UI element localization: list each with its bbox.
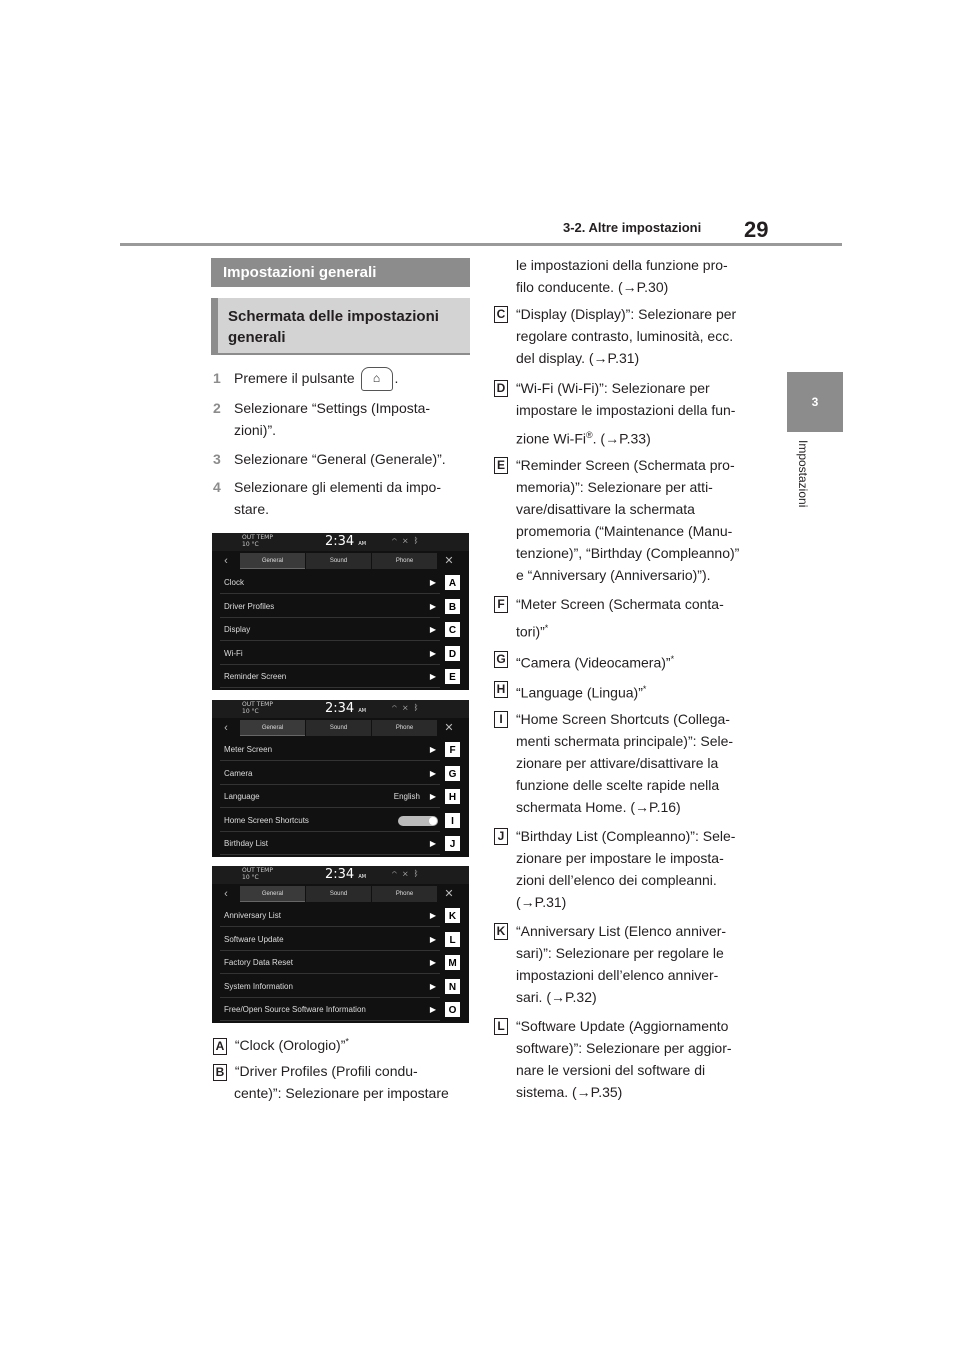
play-arrow-icon: ▶ xyxy=(429,768,436,778)
callout-k: K xyxy=(494,923,508,940)
callout-label: C xyxy=(445,622,460,637)
menu-row[interactable] xyxy=(220,833,440,855)
tab-sound[interactable]: Sound xyxy=(306,886,371,902)
step-number: 4 xyxy=(213,479,221,495)
menu-row[interactable] xyxy=(220,905,440,927)
play-arrow-icon: ▶ xyxy=(429,578,436,587)
item-d-line1: “Wi-Fi (Wi-Fi)”: Selezionare per xyxy=(516,380,710,396)
item-b-line2: cente)”: Selezionare per impostare xyxy=(234,1085,449,1101)
mute-icon: ✕ xyxy=(402,536,414,545)
menu-row-label: Factory Data Reset xyxy=(224,958,293,967)
toggle-switch[interactable] xyxy=(398,816,438,826)
header-divider xyxy=(120,243,842,246)
menu-row-label: Software Update xyxy=(224,934,284,944)
item-j-line1: “Birthday List (Compleanno)”: Sele- xyxy=(516,828,736,844)
bluetooth-icon: ᛒ xyxy=(413,869,425,878)
tab-sound[interactable]: Sound xyxy=(306,553,371,569)
menu-row-label: Free/Open Source Software Information xyxy=(224,1005,366,1014)
close-icon[interactable]: ✕ xyxy=(444,888,454,900)
close-icon[interactable]: ✕ xyxy=(444,555,454,567)
play-arrow-icon: ▶ xyxy=(429,1005,436,1014)
item-a-text: “Clock (Orologio)”* xyxy=(234,1036,349,1053)
menu-row[interactable] xyxy=(220,596,440,618)
item-j-line3: zioni dell’elenco dei compleanni. xyxy=(516,872,717,888)
callout-c: C xyxy=(494,306,508,323)
item-f-line1: “Meter Screen (Schermata conta- xyxy=(516,596,724,612)
menu-row-label: System Information xyxy=(224,981,293,991)
step-text: Selezionare “Settings (Imposta- xyxy=(234,400,431,416)
callout-label: I xyxy=(445,813,460,828)
chapter-number: 3 xyxy=(811,395,819,409)
menu-row-label: Anniversary List xyxy=(224,911,281,920)
item-c-line3: del display. (→P.31) xyxy=(516,350,640,366)
status-icons xyxy=(392,536,424,545)
menu-row[interactable] xyxy=(220,739,440,761)
item-b-cont-line1: le impostazioni della funzione pro- xyxy=(516,257,728,273)
callout-label: F xyxy=(445,742,460,757)
play-arrow-icon: ▶ xyxy=(429,934,436,944)
tab-phone[interactable]: Phone xyxy=(372,720,437,736)
callout-a: A xyxy=(213,1038,227,1055)
screenshot-2 xyxy=(212,700,469,857)
callout-h: H xyxy=(494,681,508,698)
screenshot-3 xyxy=(212,866,469,1023)
menu-row[interactable] xyxy=(220,572,440,594)
page-number: 29 xyxy=(744,217,769,242)
item-c-line2: regolare contrasto, luminosità, ecc. xyxy=(516,328,734,344)
status-bar xyxy=(212,866,469,884)
callout-label: M xyxy=(445,955,460,970)
item-i-line2: menti schermata principale)”: Sele- xyxy=(516,733,734,749)
step-text: Premere il pulsante xyxy=(234,370,355,386)
item-b xyxy=(213,1060,473,1104)
callout-label: D xyxy=(445,646,460,661)
back-icon[interactable]: ‹ xyxy=(224,555,228,567)
menu-row[interactable] xyxy=(220,619,440,641)
play-arrow-icon: ▶ xyxy=(429,745,436,754)
step-1 xyxy=(213,367,398,391)
mute-icon: ✕ xyxy=(402,869,414,878)
step-4 xyxy=(213,476,463,520)
bluetooth-icon: ᛒ xyxy=(413,536,425,545)
menu-row-label: Display xyxy=(224,625,251,634)
status-bar xyxy=(212,700,469,718)
item-e-line3: vare/disattivare la schermata xyxy=(516,501,695,517)
item-l-line2: software)”: Selezionare per aggior- xyxy=(516,1040,732,1056)
tab-phone[interactable]: Phone xyxy=(372,553,437,569)
temp-readout: OUT TEMP 10 °C xyxy=(242,534,273,548)
menu-row-label: Camera xyxy=(224,768,253,778)
menu-row-label: Language xyxy=(224,792,260,801)
callout-e: E xyxy=(494,457,508,474)
menu-row[interactable] xyxy=(220,999,440,1021)
step-text: Selezionare gli elementi da impo- xyxy=(234,479,441,495)
status-bar xyxy=(212,533,469,551)
item-j-line4: (→P.31) xyxy=(516,894,567,910)
item-c-line1: “Display (Display)”: Selezionare per xyxy=(516,306,737,322)
menu-row-label: Birthday List xyxy=(224,839,269,848)
item-c xyxy=(494,303,754,369)
callout-label: G xyxy=(445,766,460,781)
menu-row[interactable] xyxy=(220,786,440,808)
play-arrow-icon: ▶ xyxy=(429,839,436,848)
menu-row-label: Driver Profiles xyxy=(224,601,275,611)
callout-label: J xyxy=(445,836,460,851)
callout-g: G xyxy=(494,651,508,668)
play-arrow-icon: ▶ xyxy=(429,672,436,681)
menu-row-label: Wi-Fi xyxy=(224,648,243,658)
callout-label: B xyxy=(445,599,460,614)
item-k-line4: sari. (→P.32) xyxy=(516,989,597,1005)
play-arrow-icon: ▶ xyxy=(429,911,436,920)
item-e-line1: “Reminder Screen (Schermata pro- xyxy=(516,457,735,473)
step-3 xyxy=(213,448,446,470)
menu-row[interactable] xyxy=(220,643,440,665)
item-f-line2: tori)”* xyxy=(516,623,549,640)
callout-d: D xyxy=(494,380,508,397)
step-2 xyxy=(213,397,463,441)
item-k-line2: sari)”: Selezionare per regolare le xyxy=(516,945,724,961)
item-d-line3: zione Wi-Fi®. (→P.33) xyxy=(516,430,651,447)
item-k-line3: impostazioni dell’elenco anniver- xyxy=(516,967,719,983)
wifi-icon: ◠ xyxy=(392,703,403,712)
sub-heading: Schermata delle impostazioni generali xyxy=(211,298,470,354)
item-i xyxy=(494,708,754,818)
status-icons xyxy=(392,703,424,712)
main-heading: Impostazioni generali xyxy=(211,258,470,287)
menu-row[interactable] xyxy=(220,763,440,785)
item-l-line3: nare le versioni del software di xyxy=(516,1062,706,1078)
menu-row[interactable] xyxy=(220,976,440,998)
play-arrow-icon: ▶ xyxy=(429,981,436,991)
item-i-line3: zionare per attivare/disattivare la xyxy=(516,755,719,771)
item-a xyxy=(213,1030,473,1056)
item-k-line1: “Anniversary List (Elenco anniver- xyxy=(516,923,727,939)
item-h-line1: “Language (Lingua)”* xyxy=(516,684,647,701)
tab-bar xyxy=(212,720,469,736)
bluetooth-icon: ᛒ xyxy=(413,703,425,712)
item-l-line4: sistema. (→P.35) xyxy=(516,1084,623,1100)
callout-label: N xyxy=(445,979,460,994)
callout-label: K xyxy=(445,908,460,923)
callout-j: J xyxy=(494,828,508,845)
item-f xyxy=(494,593,754,643)
clock-readout: 2:34 AM xyxy=(325,867,367,882)
item-g-line1: “Camera (Videocamera)”* xyxy=(516,654,675,671)
clock-readout: 2:34 AM xyxy=(325,701,367,716)
status-icons xyxy=(392,869,424,878)
step-number: 2 xyxy=(213,400,221,416)
item-d-line2: impostare le impostazioni della fun- xyxy=(516,402,736,418)
menu-row-label: Home Screen Shortcuts xyxy=(224,815,309,825)
callout-label: L xyxy=(445,932,460,947)
tab-bar xyxy=(212,886,469,902)
wifi-icon: ◠ xyxy=(392,536,403,545)
menu-row-value: English xyxy=(393,792,420,801)
item-b-cont-line2: filo conducente. (→P.30) xyxy=(516,279,669,295)
callout-label: A xyxy=(445,575,460,590)
item-j-line2: zionare per impostare le imposta- xyxy=(516,850,724,866)
menu-row-label: Meter Screen xyxy=(224,745,273,754)
tab-sound[interactable]: Sound xyxy=(306,720,371,736)
item-e-line6: e “Anniversary (Anniversario)”). xyxy=(516,567,711,583)
tab-general[interactable]: General xyxy=(240,886,305,902)
item-l-line1: “Software Update (Aggiornamento xyxy=(516,1018,729,1034)
item-e xyxy=(494,454,754,586)
item-h xyxy=(494,678,754,704)
step-text: Selezionare “General (Generale)”. xyxy=(234,451,446,467)
callout-b: B xyxy=(213,1064,227,1081)
callout-label: O xyxy=(445,1002,460,1017)
chapter-label: Impostazioni xyxy=(796,440,810,508)
sub-heading-rule xyxy=(211,353,470,355)
step-number: 1 xyxy=(213,370,221,386)
back-icon[interactable]: ‹ xyxy=(224,888,228,900)
item-i-line4: funzione delle scelte rapide nella xyxy=(516,777,720,793)
temp-readout: OUT TEMP 10 °C xyxy=(242,701,273,715)
item-b-line1: “Driver Profiles (Profili condu- xyxy=(234,1063,418,1079)
temp-readout: OUT TEMP 10 °C xyxy=(242,867,273,881)
screenshot-1 xyxy=(212,533,469,690)
menu-row-label: Clock xyxy=(224,578,245,587)
clock-readout: 2:34 AM xyxy=(325,534,367,549)
tab-general[interactable]: General xyxy=(240,553,305,569)
callout-label: E xyxy=(445,669,460,684)
section-title: 3-2. Altre impostazioni xyxy=(563,220,702,235)
item-b-continued xyxy=(516,254,756,298)
chapter-tab xyxy=(787,372,843,432)
item-d xyxy=(494,377,754,450)
item-l xyxy=(494,1015,754,1103)
tab-bar xyxy=(212,553,469,569)
tab-general[interactable]: General xyxy=(240,720,305,736)
item-g xyxy=(494,648,754,674)
item-e-line5: tenzione)”, “Birthday (Compleanno)” xyxy=(516,545,740,561)
item-i-line1: “Home Screen Shortcuts (Collega- xyxy=(516,711,730,727)
menu-row[interactable] xyxy=(220,952,440,974)
step-text-cont: zioni)”. xyxy=(234,422,277,438)
callout-label: H xyxy=(445,789,460,804)
play-arrow-icon: ▶ xyxy=(429,792,436,801)
menu-row[interactable] xyxy=(220,810,440,832)
back-icon[interactable]: ‹ xyxy=(224,722,228,734)
item-k xyxy=(494,920,754,1008)
menu-row-label: Reminder Screen xyxy=(224,672,287,681)
item-e-line4: promemoria (“Maintenance (Manu- xyxy=(516,523,733,539)
menu-row[interactable] xyxy=(220,929,440,951)
play-arrow-icon: ▶ xyxy=(429,625,436,634)
callout-i: I xyxy=(494,711,508,728)
tab-phone[interactable]: Phone xyxy=(372,886,437,902)
play-arrow-icon: ▶ xyxy=(429,958,436,967)
item-e-line2: memoria)”: Selezionare per atti- xyxy=(516,479,713,495)
item-j xyxy=(494,825,754,913)
menu-row[interactable] xyxy=(220,666,440,688)
close-icon[interactable]: ✕ xyxy=(444,722,454,734)
play-arrow-icon: ▶ xyxy=(429,601,436,611)
step-text-end: . xyxy=(394,370,399,386)
item-i-line5: schermata Home. (→P.16) xyxy=(516,799,681,815)
play-arrow-icon: ▶ xyxy=(429,648,436,658)
step-number: 3 xyxy=(213,451,221,467)
callout-l: L xyxy=(494,1018,508,1035)
mute-icon: ✕ xyxy=(402,703,414,712)
wifi-icon: ◠ xyxy=(392,869,403,878)
step-text-cont: stare. xyxy=(234,501,270,517)
callout-f: F xyxy=(494,596,508,613)
home-icon: ⌂ xyxy=(361,367,393,391)
